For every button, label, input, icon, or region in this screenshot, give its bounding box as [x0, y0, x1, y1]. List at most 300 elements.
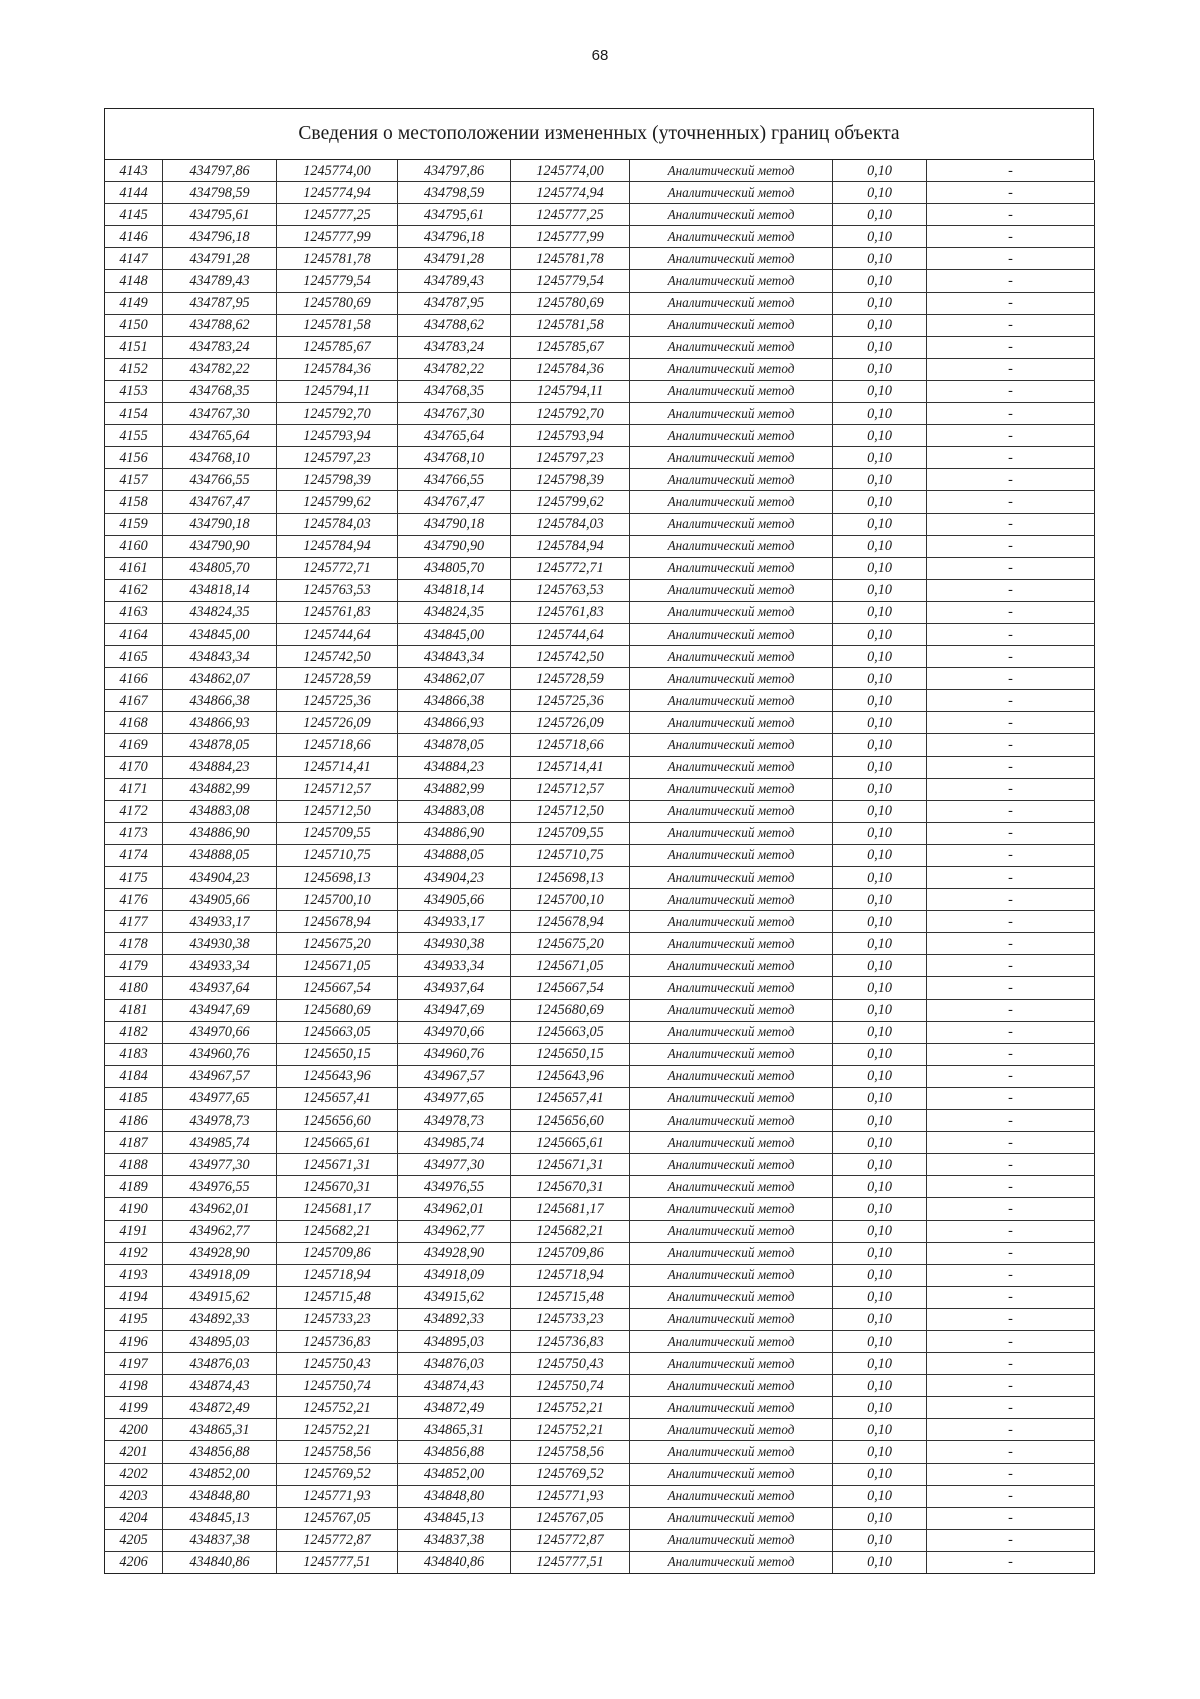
cell-accuracy: 0,10	[833, 822, 927, 844]
cell-old-x: 434878,05	[163, 734, 277, 756]
cell-accuracy: 0,10	[833, 889, 927, 911]
cell-old-x: 434962,77	[163, 1220, 277, 1242]
cell-note: -	[927, 1220, 1095, 1242]
cell-new-x: 434978,73	[398, 1110, 511, 1132]
cell-point-number: 4192	[105, 1242, 163, 1264]
cell-method: Аналитический метод	[630, 425, 833, 447]
table-row	[105, 601, 1095, 623]
cell-new-y: 1245682,21	[511, 1220, 630, 1242]
cell-old-x: 434840,86	[163, 1551, 277, 1573]
cell-new-x: 434765,64	[398, 425, 511, 447]
cell-accuracy: 0,10	[833, 1463, 927, 1485]
cell-new-x: 434865,31	[398, 1419, 511, 1441]
cell-new-x: 434866,93	[398, 712, 511, 734]
cell-new-y: 1245709,86	[511, 1242, 630, 1264]
cell-old-y: 1245663,05	[277, 1021, 398, 1043]
cell-new-x: 434930,38	[398, 933, 511, 955]
cell-point-number: 4172	[105, 800, 163, 822]
cell-note: -	[927, 248, 1095, 270]
cell-note: -	[927, 646, 1095, 668]
cell-old-x: 434933,17	[163, 911, 277, 933]
cell-accuracy: 0,10	[833, 292, 927, 314]
cell-old-y: 1245744,64	[277, 623, 398, 645]
cell-accuracy: 0,10	[833, 182, 927, 204]
cell-new-x: 434976,55	[398, 1176, 511, 1198]
cell-note: -	[927, 1176, 1095, 1198]
cell-accuracy: 0,10	[833, 1242, 927, 1264]
cell-note: -	[927, 867, 1095, 889]
cell-method: Аналитический метод	[630, 1419, 833, 1441]
cell-old-y: 1245774,94	[277, 182, 398, 204]
table-row	[105, 1551, 1095, 1573]
table-row	[105, 911, 1095, 933]
cell-note: -	[927, 447, 1095, 469]
cell-method: Аналитический метод	[630, 292, 833, 314]
table-row	[105, 1176, 1095, 1198]
cell-new-y: 1245656,60	[511, 1110, 630, 1132]
cell-note: -	[927, 513, 1095, 535]
cell-old-y: 1245752,21	[277, 1419, 398, 1441]
cell-accuracy: 0,10	[833, 601, 927, 623]
cell-accuracy: 0,10	[833, 314, 927, 336]
cell-old-y: 1245742,50	[277, 646, 398, 668]
cell-method: Аналитический метод	[630, 535, 833, 557]
cell-note: -	[927, 380, 1095, 402]
cell-method: Аналитический метод	[630, 380, 833, 402]
table-row	[105, 270, 1095, 292]
table-row	[105, 557, 1095, 579]
cell-old-y: 1245797,23	[277, 447, 398, 469]
cell-old-y: 1245680,69	[277, 999, 398, 1021]
table-row	[105, 380, 1095, 402]
cell-point-number: 4188	[105, 1154, 163, 1176]
table-row	[105, 844, 1095, 866]
cell-old-x: 434866,93	[163, 712, 277, 734]
cell-point-number: 4198	[105, 1375, 163, 1397]
cell-point-number: 4150	[105, 314, 163, 336]
cell-new-y: 1245680,69	[511, 999, 630, 1021]
cell-new-x: 434767,47	[398, 491, 511, 513]
cell-accuracy: 0,10	[833, 469, 927, 491]
cell-point-number: 4154	[105, 403, 163, 425]
cell-new-y: 1245714,41	[511, 756, 630, 778]
cell-point-number: 4157	[105, 469, 163, 491]
cell-old-y: 1245793,94	[277, 425, 398, 447]
cell-note: -	[927, 844, 1095, 866]
cell-old-x: 434976,55	[163, 1176, 277, 1198]
cell-accuracy: 0,10	[833, 800, 927, 822]
table-row	[105, 1375, 1095, 1397]
cell-new-x: 434782,22	[398, 358, 511, 380]
cell-old-y: 1245682,21	[277, 1220, 398, 1242]
cell-method: Аналитический метод	[630, 1375, 833, 1397]
cell-new-y: 1245758,56	[511, 1441, 630, 1463]
cell-old-y: 1245792,70	[277, 403, 398, 425]
cell-old-x: 434818,14	[163, 579, 277, 601]
cell-point-number: 4191	[105, 1220, 163, 1242]
cell-point-number: 4168	[105, 712, 163, 734]
cell-new-y: 1245643,96	[511, 1065, 630, 1087]
cell-point-number: 4197	[105, 1353, 163, 1375]
cell-old-x: 434768,10	[163, 447, 277, 469]
cell-old-y: 1245798,39	[277, 469, 398, 491]
cell-method: Аналитический метод	[630, 226, 833, 248]
table-row	[105, 668, 1095, 690]
table-row	[105, 1419, 1095, 1441]
cell-point-number: 4178	[105, 933, 163, 955]
cell-method: Аналитический метод	[630, 1264, 833, 1286]
cell-point-number: 4171	[105, 778, 163, 800]
cell-point-number: 4148	[105, 270, 163, 292]
cell-new-x: 434768,10	[398, 447, 511, 469]
cell-new-x: 434886,90	[398, 822, 511, 844]
cell-old-y: 1245750,74	[277, 1375, 398, 1397]
cell-method: Аналитический метод	[630, 1043, 833, 1065]
cell-new-y: 1245667,54	[511, 977, 630, 999]
cell-point-number: 4184	[105, 1065, 163, 1087]
table-row	[105, 1485, 1095, 1507]
cell-point-number: 4169	[105, 734, 163, 756]
cell-old-x: 434856,88	[163, 1441, 277, 1463]
cell-old-y: 1245715,48	[277, 1286, 398, 1308]
table-row	[105, 1242, 1095, 1264]
cell-old-y: 1245656,60	[277, 1110, 398, 1132]
cell-method: Аналитический метод	[630, 668, 833, 690]
table-row	[105, 712, 1095, 734]
cell-method: Аналитический метод	[630, 911, 833, 933]
table-row	[105, 204, 1095, 226]
cell-note: -	[927, 1264, 1095, 1286]
cell-new-x: 434787,95	[398, 292, 511, 314]
cell-method: Аналитический метод	[630, 800, 833, 822]
cell-note: -	[927, 292, 1095, 314]
table-row	[105, 955, 1095, 977]
cell-accuracy: 0,10	[833, 336, 927, 358]
cell-point-number: 4203	[105, 1485, 163, 1507]
cell-old-x: 434947,69	[163, 999, 277, 1021]
cell-old-x: 434876,03	[163, 1353, 277, 1375]
cell-method: Аналитический метод	[630, 204, 833, 226]
cell-new-y: 1245663,05	[511, 1021, 630, 1043]
cell-point-number: 4175	[105, 867, 163, 889]
cell-old-y: 1245710,75	[277, 844, 398, 866]
table-row	[105, 160, 1095, 182]
cell-method: Аналитический метод	[630, 557, 833, 579]
cell-note: -	[927, 601, 1095, 623]
table-row	[105, 1220, 1095, 1242]
cell-point-number: 4177	[105, 911, 163, 933]
cell-method: Аналитический метод	[630, 1330, 833, 1352]
cell-note: -	[927, 403, 1095, 425]
cell-old-x: 434892,33	[163, 1308, 277, 1330]
cell-point-number: 4204	[105, 1507, 163, 1529]
cell-new-y: 1245781,58	[511, 314, 630, 336]
cell-old-y: 1245733,23	[277, 1308, 398, 1330]
table-row	[105, 690, 1095, 712]
cell-method: Аналитический метод	[630, 646, 833, 668]
cell-new-x: 434933,17	[398, 911, 511, 933]
cell-old-y: 1245643,96	[277, 1065, 398, 1087]
cell-new-y: 1245772,87	[511, 1529, 630, 1551]
cell-accuracy: 0,10	[833, 226, 927, 248]
cell-old-x: 434933,34	[163, 955, 277, 977]
cell-method: Аналитический метод	[630, 579, 833, 601]
cell-new-y: 1245750,74	[511, 1375, 630, 1397]
cell-new-y: 1245752,21	[511, 1397, 630, 1419]
cell-note: -	[927, 955, 1095, 977]
cell-new-x: 434767,30	[398, 403, 511, 425]
cell-old-y: 1245781,58	[277, 314, 398, 336]
table-row	[105, 800, 1095, 822]
cell-point-number: 4194	[105, 1286, 163, 1308]
cell-old-x: 434843,34	[163, 646, 277, 668]
cell-old-x: 434918,09	[163, 1264, 277, 1286]
cell-accuracy: 0,10	[833, 999, 927, 1021]
cell-note: -	[927, 1286, 1095, 1308]
cell-method: Аналитический метод	[630, 1220, 833, 1242]
cell-point-number: 4176	[105, 889, 163, 911]
cell-new-y: 1245794,11	[511, 380, 630, 402]
cell-old-y: 1245799,62	[277, 491, 398, 513]
cell-note: -	[927, 579, 1095, 601]
cell-old-x: 434904,23	[163, 867, 277, 889]
cell-note: -	[927, 1397, 1095, 1419]
cell-old-x: 434895,03	[163, 1330, 277, 1352]
cell-new-x: 434947,69	[398, 999, 511, 1021]
cell-old-x: 434768,35	[163, 380, 277, 402]
cell-accuracy: 0,10	[833, 1441, 927, 1463]
cell-old-y: 1245675,20	[277, 933, 398, 955]
cell-new-x: 434795,61	[398, 204, 511, 226]
boundary-table-container	[104, 108, 1094, 1574]
table-row	[105, 999, 1095, 1021]
cell-point-number: 4143	[105, 160, 163, 182]
cell-new-y: 1245698,13	[511, 867, 630, 889]
cell-new-y: 1245792,70	[511, 403, 630, 425]
cell-old-y: 1245752,21	[277, 1397, 398, 1419]
cell-new-x: 434840,86	[398, 1551, 511, 1573]
cell-old-y: 1245725,36	[277, 690, 398, 712]
table-row	[105, 1286, 1095, 1308]
cell-method: Аналитический метод	[630, 1308, 833, 1330]
cell-old-x: 434883,08	[163, 800, 277, 822]
cell-note: -	[927, 204, 1095, 226]
table-row	[105, 513, 1095, 535]
cell-accuracy: 0,10	[833, 1220, 927, 1242]
table-row	[105, 1397, 1095, 1419]
cell-old-y: 1245772,71	[277, 557, 398, 579]
cell-old-y: 1245650,15	[277, 1043, 398, 1065]
table-row	[105, 403, 1095, 425]
cell-old-x: 434767,30	[163, 403, 277, 425]
cell-note: -	[927, 712, 1095, 734]
cell-old-x: 434790,18	[163, 513, 277, 535]
cell-accuracy: 0,10	[833, 1065, 927, 1087]
cell-note: -	[927, 999, 1095, 1021]
table-row	[105, 977, 1095, 999]
cell-note: -	[927, 270, 1095, 292]
cell-method: Аналитический метод	[630, 469, 833, 491]
cell-new-x: 434918,09	[398, 1264, 511, 1286]
cell-point-number: 4164	[105, 623, 163, 645]
cell-old-y: 1245784,03	[277, 513, 398, 535]
table-row	[105, 535, 1095, 557]
cell-note: -	[927, 1065, 1095, 1087]
cell-new-x: 434796,18	[398, 226, 511, 248]
cell-new-x: 434977,65	[398, 1087, 511, 1109]
cell-new-y: 1245744,64	[511, 623, 630, 645]
cell-point-number: 4152	[105, 358, 163, 380]
cell-old-y: 1245794,11	[277, 380, 398, 402]
cell-new-y: 1245781,78	[511, 248, 630, 270]
cell-method: Аналитический метод	[630, 1198, 833, 1220]
cell-old-y: 1245712,57	[277, 778, 398, 800]
table-row	[105, 447, 1095, 469]
cell-old-y: 1245769,52	[277, 1463, 398, 1485]
cell-accuracy: 0,10	[833, 1176, 927, 1198]
cell-old-x: 434852,00	[163, 1463, 277, 1485]
cell-old-x: 434782,22	[163, 358, 277, 380]
table-row	[105, 1132, 1095, 1154]
cell-old-x: 434888,05	[163, 844, 277, 866]
cell-new-x: 434856,88	[398, 1441, 511, 1463]
table-row	[105, 1330, 1095, 1352]
table-row	[105, 579, 1095, 601]
cell-new-x: 434905,66	[398, 889, 511, 911]
cell-point-number: 4179	[105, 955, 163, 977]
cell-note: -	[927, 336, 1095, 358]
cell-old-y: 1245771,93	[277, 1485, 398, 1507]
cell-new-y: 1245784,94	[511, 535, 630, 557]
cell-method: Аналитический метод	[630, 822, 833, 844]
cell-new-y: 1245700,10	[511, 889, 630, 911]
cell-accuracy: 0,10	[833, 1551, 927, 1573]
cell-accuracy: 0,10	[833, 557, 927, 579]
cell-old-y: 1245718,94	[277, 1264, 398, 1286]
cell-new-x: 434962,77	[398, 1220, 511, 1242]
cell-new-y: 1245675,20	[511, 933, 630, 955]
cell-old-x: 434783,24	[163, 336, 277, 358]
cell-old-y: 1245761,83	[277, 601, 398, 623]
table-row	[105, 1308, 1095, 1330]
cell-old-y: 1245777,51	[277, 1551, 398, 1573]
cell-accuracy: 0,10	[833, 867, 927, 889]
cell-method: Аналитический метод	[630, 1397, 833, 1419]
cell-new-y: 1245715,48	[511, 1286, 630, 1308]
cell-accuracy: 0,10	[833, 1110, 927, 1132]
cell-method: Аналитический метод	[630, 844, 833, 866]
cell-note: -	[927, 1353, 1095, 1375]
cell-old-y: 1245750,43	[277, 1353, 398, 1375]
cell-note: -	[927, 822, 1095, 844]
cell-note: -	[927, 557, 1095, 579]
cell-accuracy: 0,10	[833, 1021, 927, 1043]
table-row	[105, 1065, 1095, 1087]
cell-old-y: 1245698,13	[277, 867, 398, 889]
cell-new-x: 434766,55	[398, 469, 511, 491]
cell-new-y: 1245665,61	[511, 1132, 630, 1154]
table-row	[105, 292, 1095, 314]
cell-new-y: 1245733,23	[511, 1308, 630, 1330]
cell-old-x: 434874,43	[163, 1375, 277, 1397]
cell-new-x: 434937,64	[398, 977, 511, 999]
cell-method: Аналитический метод	[630, 403, 833, 425]
cell-old-y: 1245709,86	[277, 1242, 398, 1264]
cell-new-y: 1245750,43	[511, 1353, 630, 1375]
cell-old-x: 434905,66	[163, 889, 277, 911]
cell-old-y: 1245763,53	[277, 579, 398, 601]
cell-point-number: 4144	[105, 182, 163, 204]
cell-accuracy: 0,10	[833, 248, 927, 270]
cell-note: -	[927, 1087, 1095, 1109]
cell-new-y: 1245752,21	[511, 1419, 630, 1441]
cell-method: Аналитический метод	[630, 778, 833, 800]
cell-new-x: 434878,05	[398, 734, 511, 756]
cell-note: -	[927, 1529, 1095, 1551]
cell-accuracy: 0,10	[833, 933, 927, 955]
cell-new-y: 1245678,94	[511, 911, 630, 933]
cell-old-y: 1245784,36	[277, 358, 398, 380]
cell-old-x: 434937,64	[163, 977, 277, 999]
cell-method: Аналитический метод	[630, 1176, 833, 1198]
cell-accuracy: 0,10	[833, 1043, 927, 1065]
cell-point-number: 4187	[105, 1132, 163, 1154]
cell-new-x: 434915,62	[398, 1286, 511, 1308]
cell-new-y: 1245784,36	[511, 358, 630, 380]
cell-old-y: 1245780,69	[277, 292, 398, 314]
cell-new-y: 1245797,23	[511, 447, 630, 469]
cell-new-y: 1245784,03	[511, 513, 630, 535]
cell-new-y: 1245793,94	[511, 425, 630, 447]
table-body	[105, 160, 1095, 1574]
table-row	[105, 867, 1095, 889]
cell-old-y: 1245772,87	[277, 1529, 398, 1551]
cell-method: Аналитический метод	[630, 1132, 833, 1154]
cell-accuracy: 0,10	[833, 204, 927, 226]
cell-method: Аналитический метод	[630, 734, 833, 756]
cell-new-x: 434892,33	[398, 1308, 511, 1330]
cell-old-x: 434977,65	[163, 1087, 277, 1109]
cell-accuracy: 0,10	[833, 844, 927, 866]
cell-note: -	[927, 535, 1095, 557]
cell-old-y: 1245718,66	[277, 734, 398, 756]
cell-new-x: 434985,74	[398, 1132, 511, 1154]
cell-method: Аналитический метод	[630, 1529, 833, 1551]
cell-method: Аналитический метод	[630, 623, 833, 645]
cell-new-y: 1245718,66	[511, 734, 630, 756]
cell-point-number: 4159	[105, 513, 163, 535]
cell-new-y: 1245769,52	[511, 1463, 630, 1485]
cell-old-y: 1245777,99	[277, 226, 398, 248]
cell-new-y: 1245799,62	[511, 491, 630, 513]
cell-old-x: 434884,23	[163, 756, 277, 778]
cell-new-x: 434866,38	[398, 690, 511, 712]
cell-new-x: 434977,30	[398, 1154, 511, 1176]
cell-point-number: 4206	[105, 1551, 163, 1573]
cell-point-number: 4185	[105, 1087, 163, 1109]
cell-old-x: 434928,90	[163, 1242, 277, 1264]
cell-accuracy: 0,10	[833, 1264, 927, 1286]
cell-new-y: 1245671,05	[511, 955, 630, 977]
cell-method: Аналитический метод	[630, 1441, 833, 1463]
cell-accuracy: 0,10	[833, 1419, 927, 1441]
cell-note: -	[927, 933, 1095, 955]
cell-point-number: 4149	[105, 292, 163, 314]
cell-old-y: 1245665,61	[277, 1132, 398, 1154]
cell-old-x: 434970,66	[163, 1021, 277, 1043]
cell-old-x: 434886,90	[163, 822, 277, 844]
cell-new-x: 434962,01	[398, 1198, 511, 1220]
